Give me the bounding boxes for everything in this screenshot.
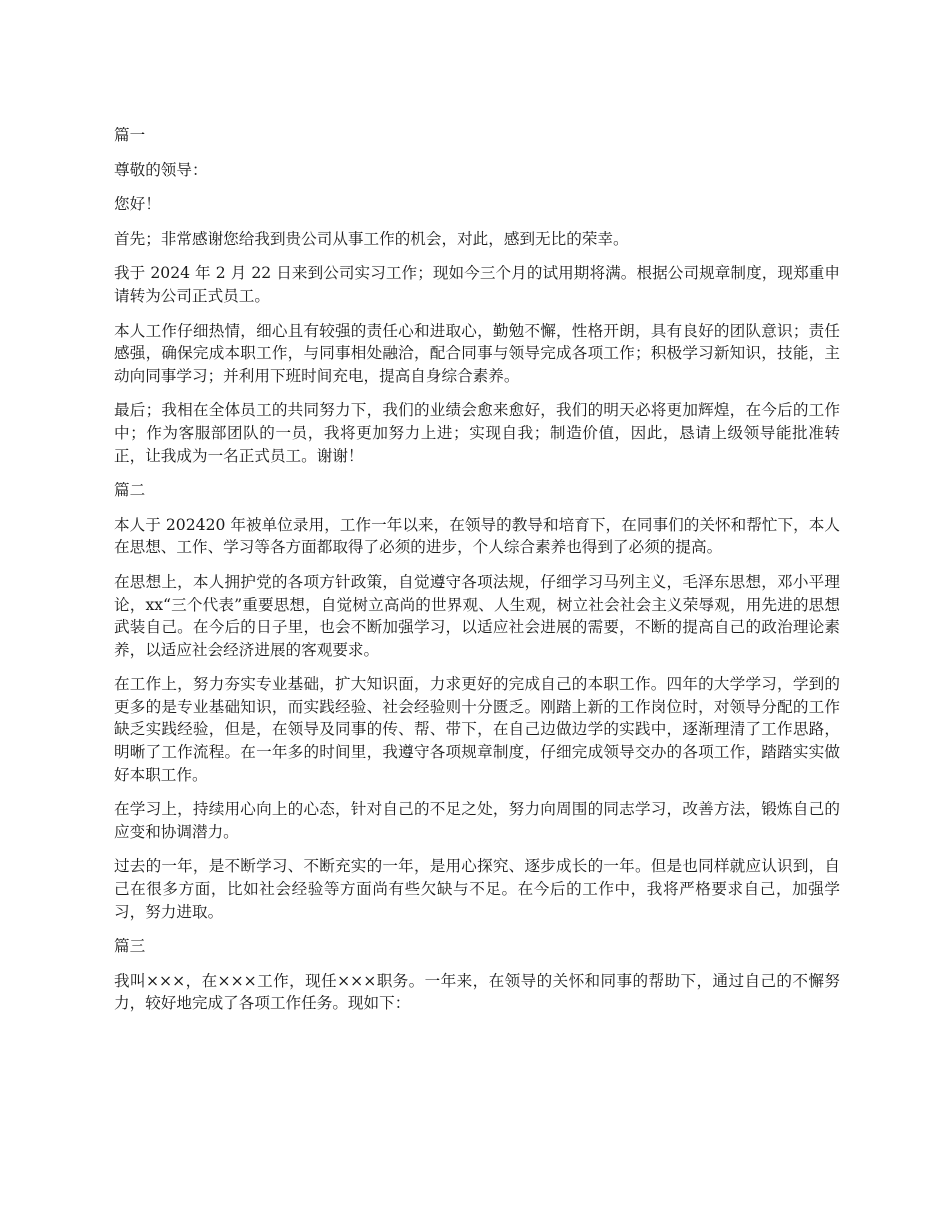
paragraph: 在工作上，努力夯实专业基础，扩大知识面，力求更好的完成自己的本职工作。四年的大学学习，学到的更多的是专业基础知识，而实践经验、社会经验则十分匮乏。刚踏上新的工作岗位时，对领导分配的工作缺乏实践经验，但是，在领导及同事的传、帮、带下，在自己边做边学的实践中，逐渐理清了工作思路，明晰了工作流程。在一年多的时间里，我遵守各项规章制度，仔细完成领导交办的各项工作，踏踏实实做好本职工作。 [114, 675, 840, 784]
section-heading: 篇一 [114, 126, 146, 144]
paragraph: 我于 2024 年 2 月 22 日来到公司实习工作；现如今三个月的试用期将满。根据公司规章制度，现郑重申请转为公司正式员工。 [114, 264, 840, 305]
paragraph: 本人工作仔细热情，细心且有较强的责任心和进取心，勤勉不懈，性格开朗，具有良好的团队意识；责任感强，确保完成本职工作，与同事相处融洽，配合同事与领导完成各项工作；积极学习新知识，技能，主动向同事学习；并利用下班时间充电，提高自身综合素养。 [114, 321, 840, 385]
paragraph: 最后；我相在全体员工的共同努力下，我们的业绩会愈来愈好，我们的明天必将更加辉煌，在今后的工作中；作为客服部团队的一员，我将更加努力上进；实现自我；制造价值，因此，恳请上级领导能批准转正，让我成为一名正式员工。谢谢！ [114, 401, 840, 465]
paragraph: 我叫×××，在×××工作，现任×××职务。一年来，在领导的关怀和同事的帮助下，通过自己的不懈努力，较好地完成了各项工作任务。现如下： [114, 971, 840, 1013]
document-page [114, 124, 840, 1027]
section-heading: 篇二 [114, 481, 146, 500]
paragraph: 本人于 202420 年被单位录用，工作一年以来，在领导的教导和培育下，在同事们的关怀和帮忙下，本人在思想、工作、学习等各方面都取得了必须的进步，个人综合素养也得到了必须的提高。 [114, 515, 840, 557]
section-heading: 篇三 [114, 937, 146, 956]
paragraph: 在学习上，持续用心向上的心态，针对自己的不足之处，努力向周围的同志学习，改善方法，锻炼自己的应变和协调潜力。 [114, 800, 840, 841]
salutation: 尊敬的领导： [114, 160, 208, 179]
paragraph: 在思想上，本人拥护党的各项方针政策，自觉遵守各项法规，仔细学习马列主义，毛泽东思想，邓小平理论，xx“三个代表”重要思想，自觉树立高尚的世界观、人生观，树立社会社会主义荣辱观，用先进的思想武装自己。在今后的日子里，也会不断加强学习，以适应社会进展的需要，不断的提高自己的政治理论素养，以适应社会经济进展的客观要求。 [114, 572, 840, 659]
paragraph: 过去的一年，是不断学习、不断充实的一年，是用心探究、逐步成长的一年。但是也同样就应认识到，自己在很多方面，比如社会经验等方面尚有些欠缺与不足。在今后的工作中，我将严格要求自己，加强学习，努力进取。 [114, 857, 840, 921]
paragraph: 首先；非常感谢您给我到贵公司从事工作的机会，对此，感到无比的荣幸。 [114, 229, 629, 248]
greeting: 您好！ [114, 195, 161, 214]
